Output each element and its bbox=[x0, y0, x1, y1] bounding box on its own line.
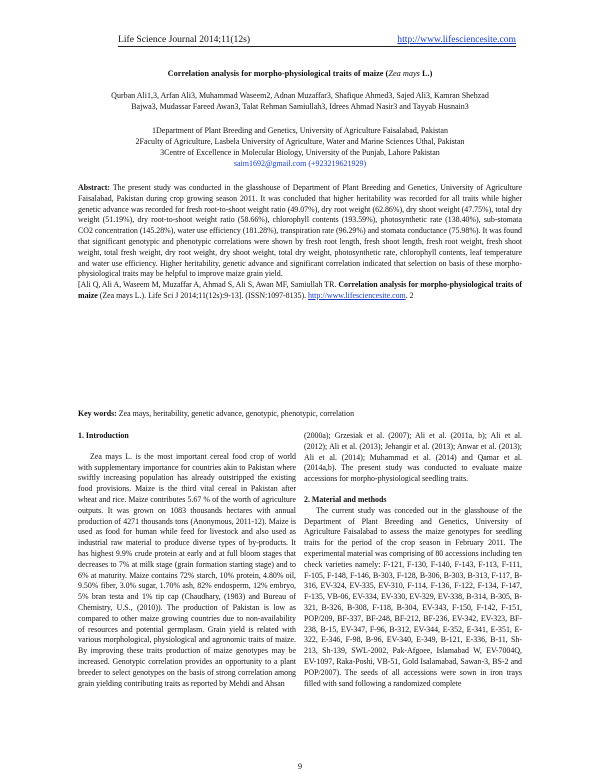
title-main: Correlation analysis for morpho-physiological traits of maize ( bbox=[167, 69, 389, 78]
author-list bbox=[66, 90, 534, 112]
keywords-text: Zea mays, heritability, genetic advance, genotypic, phenotypic, correlation bbox=[116, 409, 355, 418]
title-species: Zea mays bbox=[388, 69, 420, 78]
intro-heading: 1. Introduction bbox=[78, 431, 129, 440]
abstract-label: Abstract: bbox=[78, 183, 110, 192]
affiliations bbox=[66, 125, 534, 169]
citation-end: . 2 bbox=[405, 290, 414, 300]
citation bbox=[78, 280, 522, 302]
affiliation-1: 1Department of Plant Breeding and Genetics, University of Agriculture Faisalabad, Pakistan bbox=[152, 126, 448, 135]
journal-name: Life Science Journal 2014;11(12s) bbox=[118, 34, 251, 45]
intro-paragraph-1: Zea mays L. is the most important cereal food crop of world with supplementary importance for countries akin to Pakistan where swiftly increasing population has already outstripped the existing food provisions. Maize is the third vital cereal in Pakistan after wheat and rice. Maize contributes 5.67 % of the worth of agriculture outputs. It was grown on 1083 thousands hectares with annual production of 4271 thousands tons (Anonymous, 2011-12). Maize is used as food for human while feed for livestock and also used as industrial raw material to produce diverse types of by-products. It has highest 9.9% crude protein at early and at full bloom stages that decreases to 7% at milk stage (grain formation starting stage) and to 6% at maturity. Maize contains 72% starch, 10% protein, 4.80% oil, 9.50% fiber, 3.0% sugar, 1.70% ash, 82% endosperm, 12% embryo, 5% bran testa and 1% tip cap (Chaudhary, (1983) and Bureau of Chemistry, U.S., (2010)). The production of Pakistan is low as compared to other maize growing countries due to non-availability of resources and potential germplasm. Grain yield is related with various morphological, physiological and agronomic traits of maize. By improving these traits production of maize genotypes may be increased. Genotypic correlation provides an opportunity to a plant breeder to select genotypes on the basis of strong correlation among grain yielding contributing traits as reported by Mehdi and Ahsan bbox=[78, 451, 296, 688]
abstract-text: The present study was conducted in the glasshouse of Department of Plant Breeding and Genetics, University of Agriculture Faisalabad, Pakistan during crop growing season 2011. It was concluded that higher heritability was recorded for all traits while higher genetic advance was recorded for fresh root-to-shoot weight ratio (49.07%), dry root weight (62.86%), dry shoot weight (47.75%), total dry weight (51.19%), dry root-to-shoot weight ratio (58.66%), chlorophyll contents (193.59%), photosynthetic rate (138.40%), sub-stomata CO2 concentration (145.28%), water use efficiency (181.28%), transpiration rate (96.29%) and stomata conductance (75.98%). It was found that significant genotypic and phenotypic correlations were shown by fresh root length, fresh shoot length, fresh root weight, fresh shoot weight, total fresh weight, dry root weight, dry shoot weight, total dry weight, photosynthetic rate, chlorophyll contents, leaf temperature and water use efficiency. Higher heritability, genetic advance and significant correlation indicated that selection on basis of these morpho-physiological traits may be helpful to improve maize grain yield. bbox=[78, 183, 522, 279]
contact-email[interactable]: saim1692@gmail.com (+923219621929) bbox=[233, 159, 367, 168]
column-left bbox=[78, 431, 296, 689]
author-line-1: Qurban Ali1,3, Arfan Ali3, Muhammad Waseem2, Adnan Muzaffar3, Shafique Ahmed3, Sajed Ali3, Kamran Shehzad bbox=[111, 91, 489, 100]
citation-prefix: [Ali Q, Ali A, Waseem M, Muzaffar A, Ahmad S, Ali S, Awan MF, Samiullah TR. bbox=[78, 280, 339, 290]
paper-title bbox=[60, 69, 540, 78]
methods-paragraph-1: The current study was conceded out in the glasshouse of the Department of Plant Breeding and Genetics, University of Agriculture Faisalabad to assess the maize genotypes for seedling traits for the period of the crop season in February 2011. The experimental material was comprising of 80 accessions including ten check varieties namely: F-121, F-130, F-140, F-143, F-113, F-111, F-105, F-148, F-146, B-303, F-128, B-306, B-303, B-313, F-117, B-316, EV-324, EV-335, EV-310, F-114, F-136, F-122, F-134, F-147, F-135, VB-06, EV-334, EV-330, EV-329, EV-338, B-314, B-305, B-321, B-326, B-308, F-118, B-304, EV-343, F-150, F-142, F-151, POP/209, BF-337, BF-248, BF-212, BF-236, EV-342, EV-323, BF-238, B-15, EV-347, F-96, B-312, EV-344, E-352, E-341, E-351, E-322, E-346, F-98, B-96, EV-340, E-349, B-121, E-336, B-11, Sh-213, Sh-139, SWL-2002, Pak-Afgoee, Islamabad W, EV-7004Q, EV-1097, Raka-Poshi, VB-51, Gold Isalamabad, Sawan-3, BS-2 and POP/2007). The seeds of all accessions were sown in iron trays filled with sand following a randomized complete bbox=[304, 505, 522, 688]
journal-url-link[interactable]: http://www.lifesciencesite.com bbox=[397, 34, 516, 45]
affiliation-2: 2Faculty of Agriculture, Lasbela University of Agriculture, Water and Marine Sciences Uthal, Pakistan bbox=[135, 137, 465, 146]
citation-title: Correlation analysis for morpho-physiological traits of maize bbox=[78, 280, 522, 300]
author-line-2: Bajwa3, Mudassar Fareed Awan3, Talat Rehman Samiullah3, Idrees Ahmad Nasir3 and Tayyab Husnain3 bbox=[131, 102, 469, 111]
title-end: L.) bbox=[419, 69, 433, 78]
column-right bbox=[304, 431, 522, 689]
citation-middle: (Zea mays L.). Life Sci J 2014;11(12s):9-13]. (ISSN:1097-8135). bbox=[97, 290, 309, 300]
methods-heading: 2. Material and methods bbox=[304, 494, 387, 504]
affiliation-3: 3Centre of Excellence in Molecular Biology, University of the Punjab, Lahore Pakistan bbox=[160, 148, 440, 157]
intro-paragraph-2: (2000a); Grzesiak et al. (2007); Ali et al. (2011a, b); Ali et al. (2012); Ali et al. (2013); Jehangir et al. (2013); Anwar et al. (2013); Ali et al. (2014); Muhammad et al. (2014) and Qamar et al. (2014a,b). The present study was conducted to evaluate maize accessions for morpho-physiological seedling traits. bbox=[304, 431, 522, 484]
page-number: 9 bbox=[297, 761, 303, 771]
keywords bbox=[78, 409, 522, 419]
running-header bbox=[118, 34, 516, 47]
keywords-label: Key words: bbox=[78, 409, 117, 418]
citation-link[interactable]: http://www.lifesciencesite.com bbox=[308, 290, 406, 300]
abstract bbox=[78, 183, 522, 302]
